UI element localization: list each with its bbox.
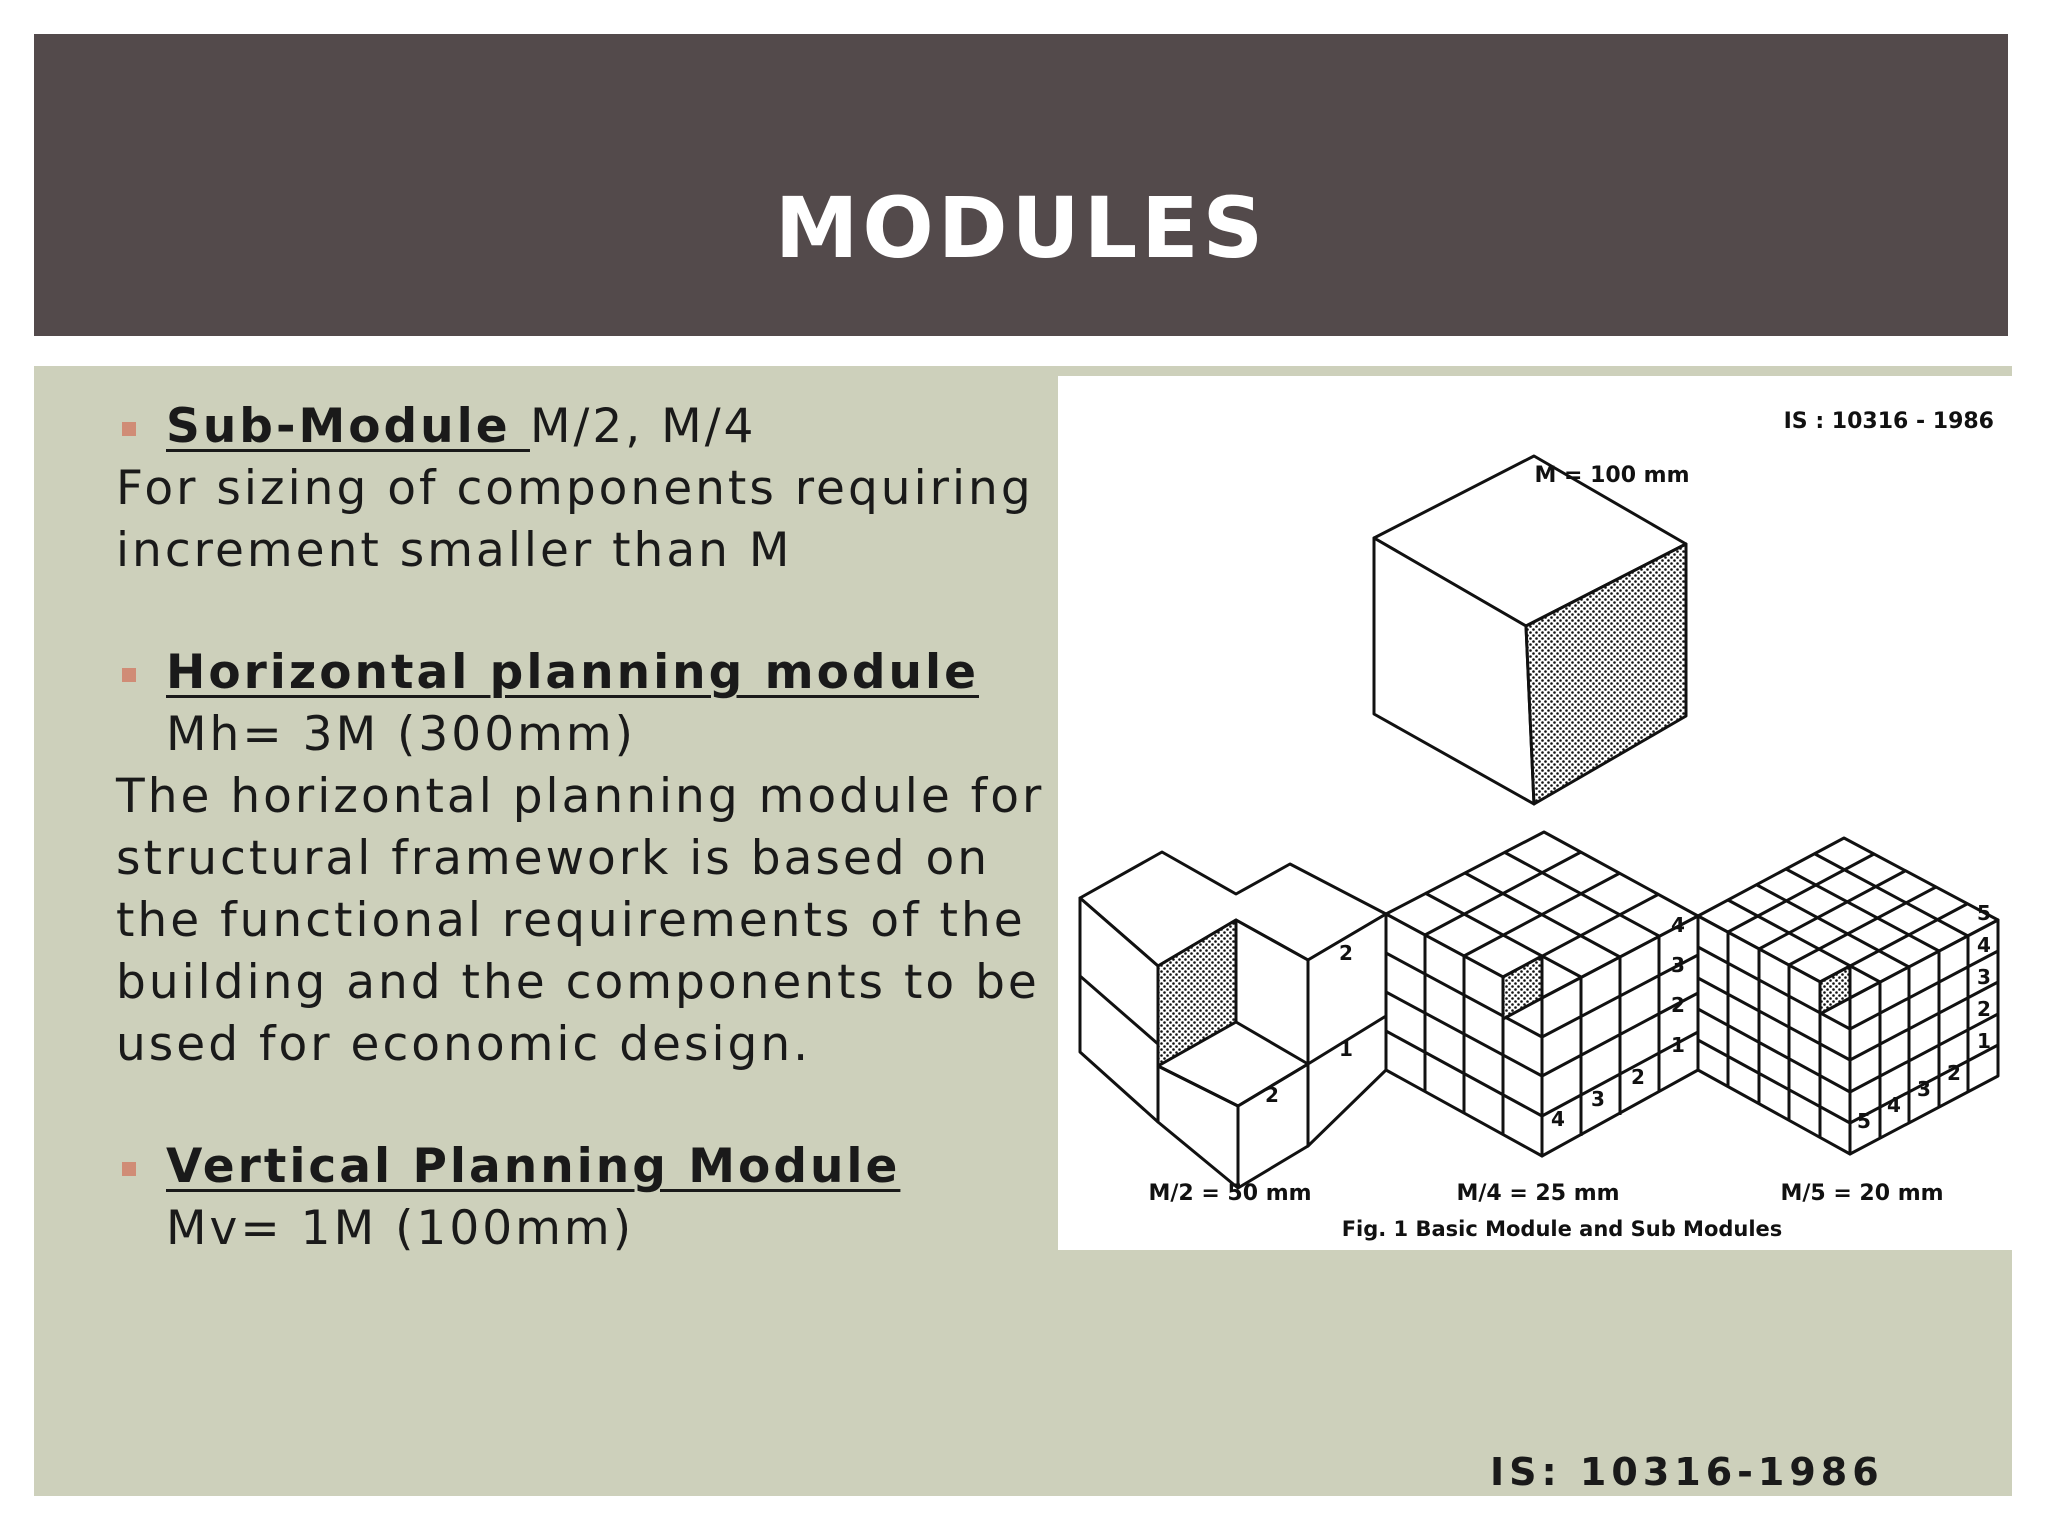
text-column [116,396,1056,1260]
fifth-module-label: M/5 = 20 mm [1780,1181,1944,1206]
horizontal-heading: Horizontal planning module [166,645,979,700]
quarter-module-block [1386,832,1698,1156]
basic-module-label: M = 100 mm [1534,463,1690,488]
half-number-2-bottom: 2 [1265,1083,1279,1107]
sub-module-value: M/2, M/4 [529,399,757,454]
quarter-number-4b: 4 [1551,1107,1565,1131]
fifth-number-5: 5 [1977,901,1991,925]
bullet-sub-module [116,396,1056,458]
half-module-block [1080,852,1386,1188]
fifth-number-2b: 2 [1947,1061,1961,1085]
fifth-number-4b: 4 [1887,1093,1901,1117]
fifth-module-block [1698,838,1998,1154]
half-number-1: 1 [1339,1037,1353,1061]
bullet-horizontal [116,642,1056,766]
quarter-number-3b: 3 [1591,1087,1605,1111]
fifth-number-4: 4 [1977,933,1991,957]
figure-caption: Fig. 1 Basic Module and Sub Modules [1341,1217,1783,1241]
sub-module-heading: Sub-Module [166,399,530,454]
half-module-label: M/2 = 50 mm [1148,1181,1312,1206]
slide-title: MODULES [774,179,1268,277]
quarter-number-4: 4 [1671,913,1685,937]
vertical-heading: Vertical Planning Module [166,1139,901,1194]
quarter-number-2: 2 [1671,993,1685,1017]
basic-module-cube [1374,456,1686,804]
horizontal-description: The horizontal planning module for structural framework is based on the functional requirements of the building and the components to be used for economic design. [116,769,1045,1072]
fifth-number-2: 2 [1977,997,1991,1021]
fifth-number-3b: 3 [1917,1077,1931,1101]
quarter-number-3: 3 [1671,953,1685,977]
source-reference: IS: 10316-1986 [1490,1450,1884,1494]
content-panel [34,366,2012,1496]
fifth-number-5b: 5 [1857,1109,1871,1133]
fifth-number-1: 1 [1977,1029,1991,1053]
module-figure [1058,376,2036,1250]
half-number-2-top: 2 [1339,941,1353,965]
fifth-number-3: 3 [1977,965,1991,989]
header-bar [34,34,2008,336]
horizontal-value: Mh= 3M (300mm) [166,707,637,762]
module-diagram [1058,376,2036,1250]
sub-module-description: For sizing of components requiring increment smaller than M [116,461,1034,578]
quarter-module-label: M/4 = 25 mm [1456,1181,1620,1206]
figure-standard-label: IS : 10316 - 1986 [1783,409,1994,434]
quarter-number-2b: 2 [1631,1065,1645,1089]
quarter-number-1: 1 [1671,1033,1685,1057]
bullet-vertical [116,1136,1056,1260]
vertical-value: Mv= 1M (100mm) [166,1201,635,1256]
